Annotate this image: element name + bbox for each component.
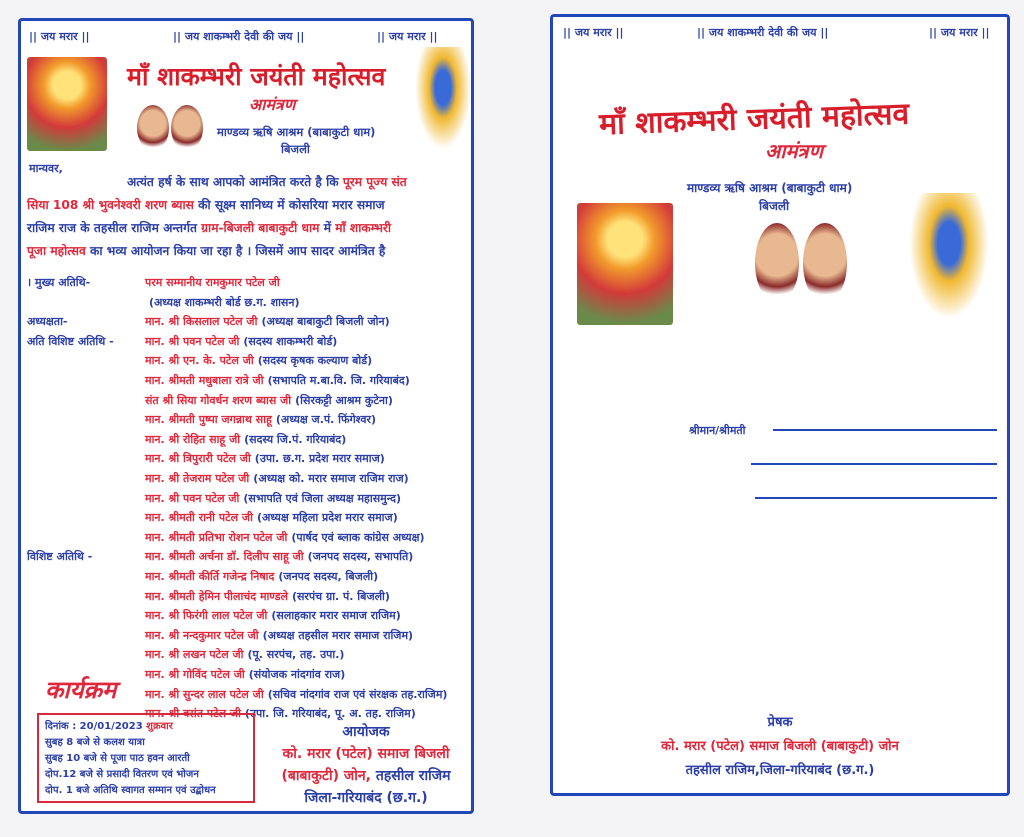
body-segment: की सूक्ष्म सानिध्य में कोसरिया मरार समाज xyxy=(198,198,385,212)
guest-name: मान. श्री बसंत पटेल जी xyxy=(145,707,241,721)
organizer-line1: को. मरार (पटेल) समाज बिजली xyxy=(282,746,450,762)
guest-role: (सलाहकार मरार समाज राजिम) xyxy=(271,609,401,623)
goddess-image xyxy=(27,57,107,151)
header-jai-devi: || जय शाकम्भरी देवी की जय || xyxy=(697,26,829,39)
guest-category-label: अति विशिष्ट अतिथि - xyxy=(27,334,114,348)
guest-role: (सभापति म.बा.वि. जि. गरियाबंद) xyxy=(267,374,410,387)
body-segment: का भव्य आयोजन किया जा रहा है । जिसमें आप सादर आमंत्रित है xyxy=(90,244,386,258)
guest-name: मान. श्री सुन्दर लाल पटेल जी xyxy=(145,687,264,701)
guest-role: (अध्यक्ष को. मरार समाज राजिम राज) xyxy=(253,472,409,485)
program-item: सुबह 8 बजे से कलश यात्रा xyxy=(45,737,145,748)
guest-category-label: अध्यक्षता- xyxy=(27,315,68,329)
goddess-image xyxy=(577,203,673,325)
header-jai-marar-right: || जय मरार || xyxy=(377,30,438,43)
addressee-label: श्रीमान/श्रीमती xyxy=(689,424,746,437)
guest-role: (पार्षद एवं ब्लाक कांग्रेस अध्यक्ष) xyxy=(291,530,425,544)
sender-line2: तहसील राजिम,जिला-गरियाबंद (छ.ग.) xyxy=(685,763,875,778)
guest-role: (सदस्य कृषक कल्याण बोर्ड) xyxy=(257,354,373,368)
lord-ram-image xyxy=(415,47,471,149)
guest-name: मान. श्री रोहित साहू जी xyxy=(145,432,241,446)
invitation-cover-page xyxy=(550,14,1010,796)
guest-name: मान. श्रीमती कीर्ति गजेन्द्र निषाद xyxy=(145,570,275,583)
organizer-heading: आयोजक xyxy=(342,724,390,740)
portrait-man-image xyxy=(755,223,799,303)
body-segment: राजिम राज के तहसील राजिम अन्तर्गत xyxy=(27,221,202,235)
organizer-block xyxy=(261,721,471,809)
guest-name: मान. श्री किसलाल पटेल जी xyxy=(145,315,258,329)
body-line xyxy=(27,217,407,240)
village: बिजली xyxy=(759,199,790,213)
guest-role: (अध्यक्ष तहसील मरार समाज राजिम) xyxy=(262,628,414,642)
day: शुक्रवार xyxy=(146,721,173,732)
guest-role: (अध्यक्ष महिला प्रदेश मरार समाज) xyxy=(256,511,398,525)
guest-name: मान. श्री पवन पटेल जी xyxy=(145,491,240,505)
guest-name: संत श्री सिया गोवर्धन शरण ब्यास जी xyxy=(145,393,292,407)
body-segment: में xyxy=(323,221,336,235)
body-segment: ग्राम-बिजली बाबाकुटी धाम xyxy=(201,221,324,235)
header-jai-devi: || जय शाकम्भरी देवी की जय || xyxy=(173,30,305,43)
guest-name: मान. श्रीमती पुष्पा जगन्नाथ साहू xyxy=(145,413,272,427)
portrait-woman-image xyxy=(171,105,203,151)
guest-role: (सदस्य जि.पं. गरियाबंद) xyxy=(244,432,347,446)
sender-block xyxy=(553,711,1007,783)
address-line[interactable] xyxy=(751,463,997,465)
program-item: सुबह 10 बजे से पूजा पाठ हवन आरती xyxy=(45,753,190,764)
program-date xyxy=(45,719,247,735)
body-segment: पूरम पूज्य संत xyxy=(342,175,407,189)
guest-name: मान. श्रीमती मधुबाला रात्रे जी xyxy=(145,374,264,387)
guest-name: मान. श्री लखन पटेल जी xyxy=(145,648,244,662)
guest-category-label: विशिष्ट अतिथि - xyxy=(27,550,93,564)
guest-name: मान. श्री त्रिपुरारी पटेल जी xyxy=(145,452,251,466)
karyakram-heading: कार्यक्रम xyxy=(45,675,117,704)
sender-heading: प्रेषक xyxy=(767,715,793,730)
body-line xyxy=(27,194,407,217)
guest-name: परम सम्मानीय रामकुमार पटेल जी xyxy=(145,276,280,289)
address-line[interactable] xyxy=(773,429,997,431)
body-line xyxy=(27,171,407,194)
salutation: मान्यवर, xyxy=(29,162,63,175)
guest-role: (जनपद सदस्य, सभापति) xyxy=(307,550,414,564)
guest-role: (सभापति एवं जिला अध्यक्ष महासमुन्द) xyxy=(243,491,402,505)
guest-role: (पू. सरपंच, तह. उपा.) xyxy=(247,648,345,662)
body-segment: माँ शाकम्भरी xyxy=(335,221,392,235)
date: दिनांक : 20/01/2023 xyxy=(45,721,143,732)
guest-role: (अध्यक्ष बाबाकुटी बिजली जोन) xyxy=(261,315,390,329)
guest-role: (अध्यक्ष ज.पं. फिंगेश्वर) xyxy=(275,413,376,427)
invitation-body xyxy=(27,171,407,263)
body-segment: अत्यंत हर्ष के साथ आपको आमंत्रित करते है कि xyxy=(127,175,343,189)
body-segment: सिया 108 श्री भुवनेश्वरी शरण ब्यास xyxy=(27,198,199,212)
guest-role: (संयोजक नांदगांव राज) xyxy=(248,668,346,681)
organizer-tehsil: तहसील राजिम xyxy=(370,768,451,784)
village: बिजली xyxy=(281,142,310,156)
program-item: दोप.12 बजे से प्रसादी वितरण एवं भोजन xyxy=(45,769,199,780)
guest-name: मान. श्री नन्दकुमार पटेल जी xyxy=(145,628,259,642)
guest-name: मान. श्रीमती रानी पटेल जी xyxy=(145,511,253,525)
venue: माण्डव्य ऋषि आश्रम (बाबाकुटी धाम) xyxy=(217,125,376,139)
program-item: दोप. 1 बजे अतिथि स्वागत सम्मान एवं उद्बोधन xyxy=(45,785,216,796)
amantran-label: आमंत्रण xyxy=(765,139,823,163)
sender-line1: को. मरार (पटेल) समाज बिजली (बाबाकुटी) जोन xyxy=(661,739,899,754)
guest-role: (सरपंच ग्रा. पं. बिजली) xyxy=(291,589,390,603)
lord-ram-image xyxy=(909,193,989,319)
organizer-zone: (बाबाकुटी) जोन, xyxy=(281,768,371,784)
guest-name: मान. श्री गोविंद पटेल जी xyxy=(145,668,245,681)
guest-role: (जनपद सदस्य, बिजली) xyxy=(278,570,379,583)
header-jai-marar-left: || जय मरार || xyxy=(29,30,90,43)
portrait-woman-image xyxy=(803,223,847,303)
program-box xyxy=(37,713,255,803)
organizer-district: जिला-गरियाबंद (छ.ग.) xyxy=(304,790,428,806)
guest-name: मान. श्री फिरंगी लाल पटेल जी xyxy=(145,609,268,623)
festival-title: माँ शाकम्भरी जयंती महोत्सव xyxy=(598,96,910,143)
guest-role: (उपा. छ.ग. प्रदेश मरार समाज) xyxy=(254,452,385,466)
guest-role: (सदस्य शाकम्भरी बोर्ड) xyxy=(243,334,338,348)
amantran-label: आमंत्रण xyxy=(249,95,296,114)
guest-role: (सिरकट्टी आश्रम कुटेना) xyxy=(295,393,393,407)
header-jai-marar-right: || जय मरार || xyxy=(929,26,990,39)
guest-role: (अध्यक्ष शाकम्भरी बोर्ड छ.ग. शासन) xyxy=(149,295,300,309)
body-segment: पूजा महोत्सव xyxy=(27,244,91,258)
guest-name: मान. श्रीमती प्रतिभा रोशन पटेल जी xyxy=(145,530,288,544)
venue: माण्डव्य ऋषि आश्रम (बाबाकुटी धाम) xyxy=(687,181,853,195)
portrait-man-image xyxy=(137,105,169,151)
guest-name: मान. श्री एन. के. पटेल जी xyxy=(145,354,254,368)
guest-name: मान. श्री पवन पटेल जी xyxy=(145,334,240,348)
guest-name: मान. श्रीमती अर्चना डॉ. दिलीप साहू जी xyxy=(145,550,304,564)
festival-title: माँ शाकम्भरी जयंती महोत्सव xyxy=(127,62,386,91)
header-jai-marar-left: || जय मरार || xyxy=(563,26,624,39)
invitation-inner-page xyxy=(18,18,474,814)
address-line[interactable] xyxy=(755,497,997,499)
guest-role: (उपा. जि. गरियाबंद, पू. अ. तह. राजिम) xyxy=(244,707,416,721)
guest-category-label: । मुख्य अतिथि- xyxy=(27,276,91,289)
guest-name: मान. श्री तेजराम पटेल जी xyxy=(145,472,250,485)
guest-name: मान. श्रीमती हेमिन पीलाचंद माण्डले xyxy=(145,589,288,603)
guest-role: (सचिव नांदगांव राज एवं संरक्षक तह.राजिम) xyxy=(267,687,448,701)
body-line xyxy=(27,240,407,263)
